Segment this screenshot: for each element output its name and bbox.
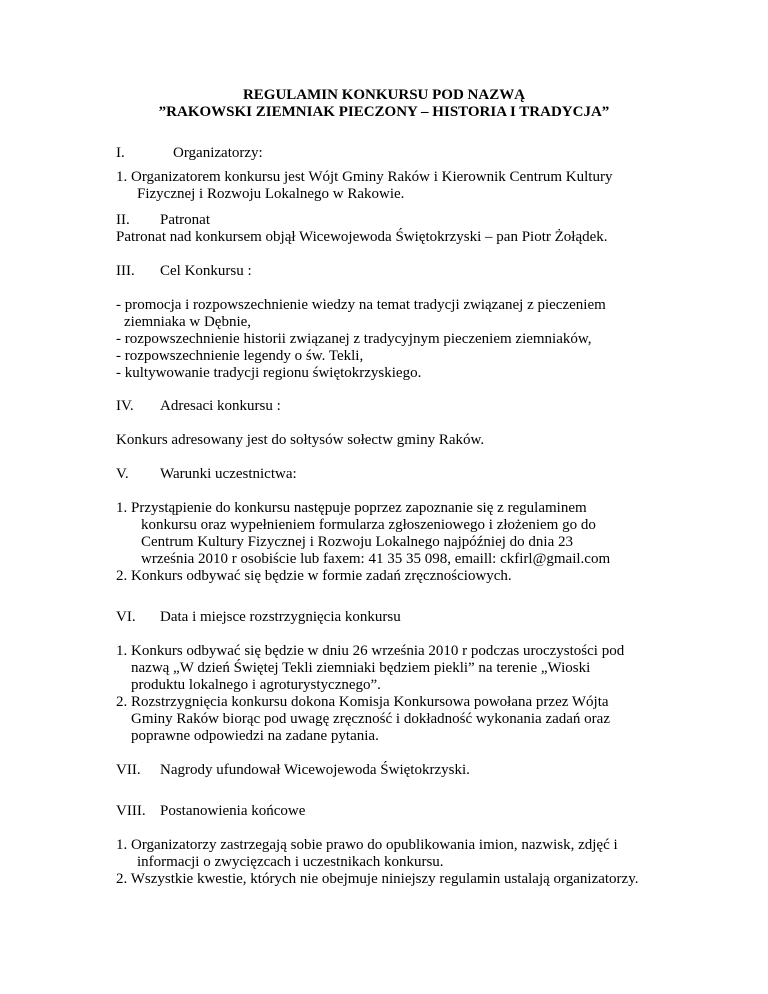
section-5-line: 2. Konkurs odbywać się będzie w formie zadań zręcznościowych. <box>116 568 512 584</box>
section-5-line: Centrum Kultury Fizycznej i Rozwoju Lokalnego najpóźniej do dnia 23 <box>141 534 573 550</box>
section-1-number: I. <box>116 145 125 161</box>
document-title-line-2: ”RAKOWSKI ZIEMNIAK PIECZONY – HISTORIA I TRADYCJA” <box>158 104 610 120</box>
document-title-line-1: REGULAMIN KONKURSU POD NAZWĄ <box>242 87 526 103</box>
section-6-line: 2. Rozstrzygnięcia konkursu dokona Komisja Konkursowa powołana przez Wójta <box>116 694 609 710</box>
section-6-line: 1. Konkurs odbywać się będzie w dniu 26 września 2010 r podczas uroczystości pod <box>116 643 625 659</box>
section-6-line: nazwą „W dzień Świętej Tekli ziemniaki będziem piekli” na terenie „Wioski <box>131 660 591 676</box>
section-8-line: 1. Organizatorzy zastrzegają sobie prawo do opublikowania imion, nazwisk, zdjęć i <box>116 837 618 853</box>
section-5-line: 1. Przystąpienie do konkursu następuje poprzez zapoznanie się z regulaminem <box>116 500 587 516</box>
section-1-heading: Organizatorzy: <box>173 145 263 161</box>
section-3-line: ziemniaka w Dębnie, <box>124 314 252 330</box>
section-8-line: informacji o zwycięzcach i uczestnikach konkursu. <box>137 854 444 870</box>
section-3-number: III. <box>116 263 135 279</box>
section-4-line: Konkurs adresowany jest do sołtysów sołectw gminy Raków. <box>116 432 485 448</box>
section-3-line: - rozpowszechnienie historii związanej z tradycyjnym pieczeniem ziemniaków, <box>116 331 592 347</box>
section-8-heading: Postanowienia końcowe <box>160 803 306 819</box>
section-5-number: V. <box>116 466 129 482</box>
section-5-line: września 2010 r osobiście lub faxem: 41 35 35 098, emaill: ckfirl@gmail.com <box>141 551 611 567</box>
section-6-line: Gminy Raków biorąc pod uwagę zręczność i dokładność wykonania zadań oraz <box>131 711 610 727</box>
section-8-number: VIII. <box>116 803 146 819</box>
section-3-line: - kultywowanie tradycji regionu świętokrzyskiego. <box>116 365 422 381</box>
section-2-line: Patronat nad konkursem objął Wicewojewoda Świętokrzyski – pan Piotr Żołądek. <box>116 229 608 245</box>
section-1-line: Fizycznej i Rozwoju Lokalnego w Rakowie. <box>137 186 405 202</box>
section-6-heading: Data i miejsce rozstrzygnięcia konkursu <box>160 609 401 625</box>
section-7-heading: Nagrody ufundował Wicewojewoda Świętokrzyski. <box>160 762 470 778</box>
section-3-line: - promocja i rozpowszechnienie wiedzy na temat tradycji związanej z pieczeniem <box>116 297 606 313</box>
section-1-line: 1. Organizatorem konkursu jest Wójt Gminy Raków i Kierownik Centrum Kultury <box>116 169 613 185</box>
section-6-line: produktu lokalnego i agroturystycznego”. <box>131 677 381 693</box>
section-5-line: konkursu oraz wypełnieniem formularza zgłoszeniowego i złożeniem go do <box>141 517 596 533</box>
section-3-heading: Cel Konkursu : <box>160 263 252 279</box>
section-3-line: - rozpowszechnienie legendy o św. Tekli, <box>116 348 364 364</box>
section-2-number: II. <box>116 212 130 228</box>
section-5-heading: Warunki uczestnictwa: <box>160 466 297 482</box>
section-6-number: VI. <box>116 609 136 625</box>
section-8-line: 2. Wszystkie kwestie, których nie obejmuje niniejszy regulamin ustalają organizatorzy. <box>116 871 639 887</box>
section-7-number: VII. <box>116 762 141 778</box>
section-6-line: poprawne odpowiedzi na zadane pytania. <box>131 728 379 744</box>
section-2-heading: Patronat <box>160 212 210 228</box>
section-4-heading: Adresaci konkursu : <box>160 398 281 414</box>
section-4-number: IV. <box>116 398 134 414</box>
